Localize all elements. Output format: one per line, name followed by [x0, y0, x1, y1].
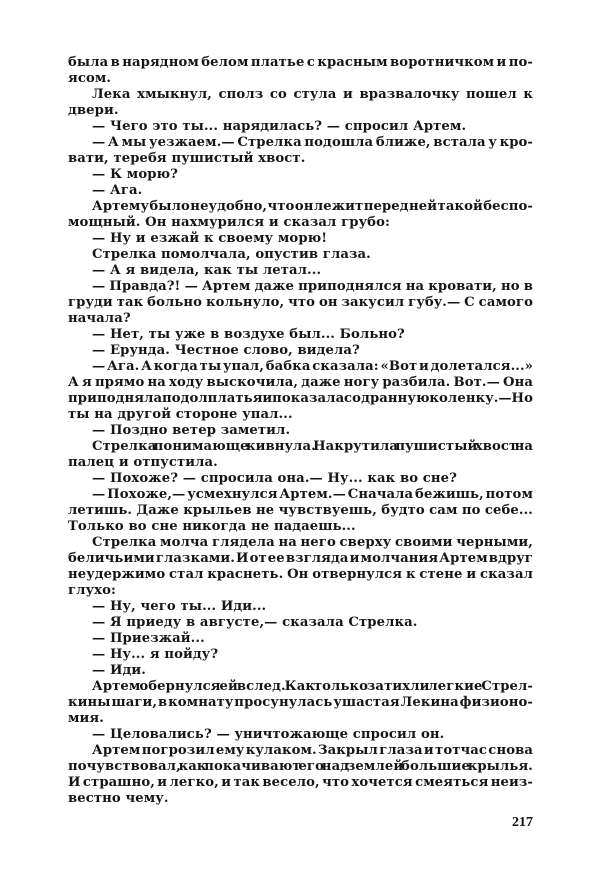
text-line: приподняла подол платья и показала содранную коленку.— Но: [68, 391, 533, 406]
text-line: Лека хмыкнул, сполз со стула и вразвалочку пошел к: [92, 87, 533, 102]
text-line: Стрелка молча глядела на него сверху своими черными,: [92, 535, 533, 550]
page-number: 217: [512, 815, 533, 830]
text-line: глухо:: [68, 583, 116, 598]
text-line: груди так больно кольнуло, что он закусил губу.— С самого: [68, 295, 533, 310]
text-line: Стрелка понимающе кивнула. Накрутила пушистый хвост на: [92, 439, 533, 454]
text-line: А я прямо на ходу выскочила, даже ногу разбила. Вот.— Она: [68, 375, 533, 390]
text-line: неудержимо стал краснеть. Он отвернулся к стене и сказал: [68, 567, 533, 582]
text-line: — Целовались? — уничтожающе спросил он.: [92, 727, 445, 742]
text-line: палец и отпустила.: [68, 455, 218, 470]
text-line: — Похоже? — спросила она.— Ну... как во сне?: [92, 471, 457, 486]
text-line: — Ага. А когда ты упал, бабка сказала: «Вот и долетался...»: [92, 359, 533, 374]
text-line: Только во сне никогда не падаешь...: [68, 519, 356, 534]
text-line: кины шаги, в комнату просунулась ушастая Лекина физионо-: [68, 695, 533, 710]
text-line: летишь. Даже крыльев не чувствуешь, будто сам по себе...: [68, 503, 533, 518]
text-line: ясом.: [68, 71, 112, 86]
text-line: мощный. Он нахмурился и сказал грубо:: [68, 215, 390, 230]
text-line: — Ерунда. Честное слово, видела?: [92, 343, 360, 358]
text-line: — Ну, чего ты... Иди...: [92, 599, 267, 614]
text-line: — Ага.: [92, 183, 143, 198]
text-line: — А я видела, как ты летал...: [92, 263, 322, 278]
text-line: ты на другой стороне упал...: [68, 407, 293, 422]
text-line: вати, теребя пушистый хвост.: [68, 151, 306, 166]
text-line: И страшно, и легко, и так весело, что хочется смеяться неиз-: [68, 775, 533, 790]
text-line: вестно чему.: [68, 791, 169, 806]
text-line: — Нет, ты уже в воздухе был... Больно?: [92, 327, 405, 342]
text-line: — Похоже,— усмехнулся Артем.— Сначала бежишь, потом: [92, 487, 533, 502]
text-line: почувствовал, как покачивают его над землей большие крылья.: [68, 759, 533, 774]
text-line: была в нарядном белом платье с красным воротничком и по-: [68, 55, 533, 70]
text-line: — Я приеду в августе,— сказала Стрелка.: [92, 615, 418, 630]
text-line: Стрелка помолчала, опустив глаза.: [92, 247, 371, 262]
text-line: — А мы уезжаем.— Стрелка подошла ближе, встала у кро-: [92, 135, 533, 150]
text-line: беличьими глазками. И от ее взгляда и молчания Артем вдруг: [68, 551, 533, 566]
text-line: Артему было неудобно, что он лежит перед ней такой беспо-: [92, 199, 533, 214]
text-line: — Приезжай...: [92, 631, 205, 646]
text-line: — Правда?! — Артем даже приподнялся на кровати, но в: [92, 279, 533, 294]
text-line: — Чего это ты... нарядилась? — спросил Артем.: [92, 119, 467, 134]
text-line: — Поздно ветер заметил.: [92, 423, 291, 438]
text-line: — К морю?: [92, 167, 178, 182]
body-text: [68, 55, 533, 807]
text-line: начала?: [68, 311, 131, 326]
text-line: — Ну... я пойду?: [92, 647, 219, 662]
text-line: Артем погрозил ему кулаком. Закрыл глаза и тотчас снова: [92, 743, 533, 758]
text-line: двери.: [68, 103, 119, 118]
text-line: — Ну и езжай к своему морю!: [92, 231, 328, 246]
text-line: мия.: [68, 711, 104, 726]
text-line: Артем обернулся ей вслед. Как только затихли легкие Стрел-: [92, 679, 533, 694]
text-line: — Иди.: [92, 663, 147, 678]
